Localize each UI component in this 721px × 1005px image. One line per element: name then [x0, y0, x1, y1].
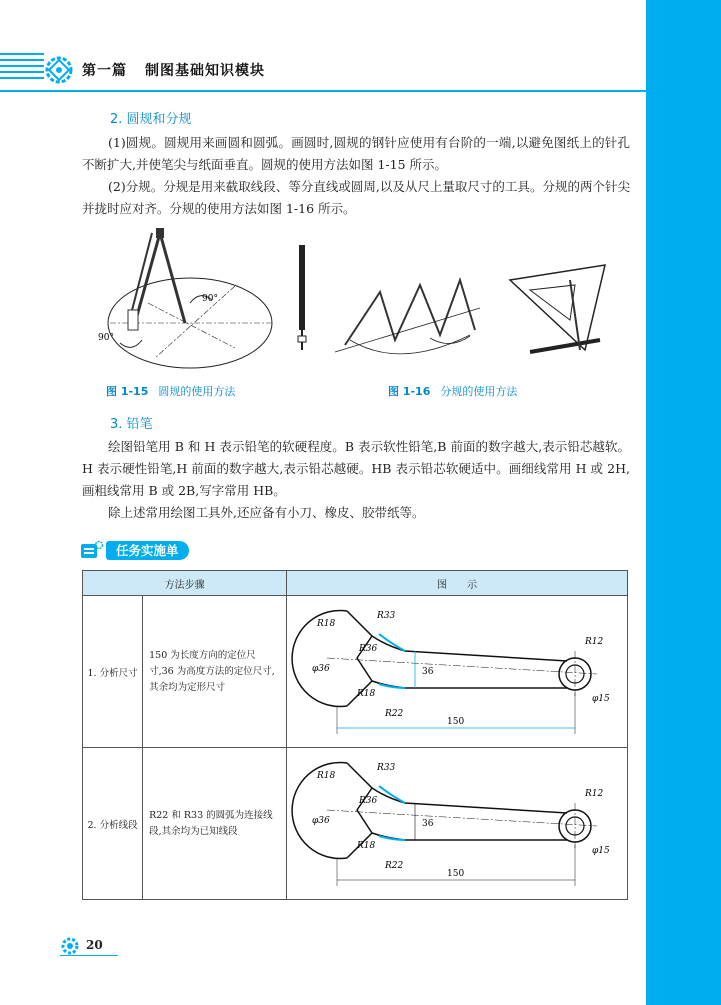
page-number: 20 [86, 938, 103, 952]
angle-label-2: 90° [98, 333, 114, 343]
dim-r33: R33 [377, 763, 396, 773]
gear-icon [60, 936, 80, 956]
footer-rule [60, 955, 118, 956]
header-module-title: 制图基础知识模块 [145, 63, 265, 79]
clipboard-gear-icon [80, 540, 104, 560]
header-figure: 图 示 [287, 571, 628, 596]
heading-pencil: 3. 铅笔 [110, 417, 153, 432]
fig-divider-drawing [290, 240, 620, 375]
caption-fig16-num: 图 1-16 [388, 385, 431, 398]
table-row [83, 748, 628, 900]
desc-cell: R22 和 R33 的圆弧为连接线段,其余均为已知线段 [143, 748, 287, 900]
para-divider: (2)分规。分规是用来截取线段、等分直线或圆周,以及从尺上量取尺寸的工具。分规的两个针尖并拢时应对齐。分规的使用方法如图 1-16 所示。 [82, 179, 630, 216]
header-title [82, 60, 265, 80]
dim-r22: R22 [385, 709, 404, 719]
table-header-row [83, 571, 628, 596]
heading-compass: 2. 圆规和分规 [110, 112, 192, 127]
figure-cell [287, 748, 628, 900]
dim-r12: R12 [585, 789, 604, 799]
wrench-segment-drawing [287, 748, 625, 896]
desc-cell: 150 为长度方向的定位尺寸,36 为高度方法的定位尺寸,其余均为定形尺寸 [143, 596, 287, 748]
dim-r18-a: R18 [317, 619, 336, 629]
step-cell: 2. 分析线段 [83, 748, 143, 900]
dim-len150: 150 [447, 717, 465, 727]
dim-r36: R36 [359, 796, 378, 806]
dim-r18-b: R18 [357, 689, 376, 699]
header-method: 方法步骤 [83, 571, 287, 596]
task-label: 任务实施单 [106, 541, 189, 560]
side-color-band [646, 0, 721, 1005]
dim-r36: R36 [359, 644, 378, 654]
para-other-tools: 除上述常用绘图工具外,还应备有小刀、橡皮、胶带纸等。 [108, 505, 425, 520]
task-banner [80, 540, 200, 562]
dim-r18-b: R18 [357, 841, 376, 851]
caption-fig15 [106, 383, 235, 399]
header-rule [0, 90, 646, 92]
dim-len150: 150 [447, 869, 465, 879]
para-pencil: 绘图铅笔用 B 和 H 表示铅笔的软硬程度。B 表示软性铅笔,B 前面的数字越大,表示铅芯越软。H 表示硬性铅笔,H 前面的数字越大,表示铅芯越硬。HB 表示铅芯软硬适中。画细线常用 H 或 2H,画粗线常用 B 或 2B,写字常用 HB。 [82, 439, 630, 498]
dim-h36: 36 [422, 667, 434, 677]
step-cell: 1. 分析尺寸 [83, 596, 143, 748]
caption-fig16-title: 分规的使用方法 [440, 385, 518, 398]
caption-fig16 [388, 383, 517, 399]
dim-r33: R33 [377, 611, 396, 621]
dim-r18-a: R18 [317, 771, 336, 781]
dim-d36: φ36 [312, 816, 330, 826]
dim-r12: R12 [585, 637, 604, 647]
caption-fig15-title: 圆规的使用方法 [158, 385, 236, 398]
dim-r22: R22 [385, 861, 404, 871]
caption-fig15-num: 图 1-15 [106, 385, 149, 398]
para-compass: (1)圆规。圆规用来画圆和圆弧。画圆时,圆规的钢针应使用有台阶的一端,以避免图纸上的针孔不断扩大,并使笔尖与纸面垂直。圆规的使用方法如图 1-15 所示。 [82, 135, 630, 172]
task-table [82, 570, 628, 900]
table-row [83, 596, 628, 748]
gear-logo-icon [44, 52, 74, 88]
fig-compass-drawing [90, 228, 275, 378]
header-part: 第一篇 [82, 63, 127, 79]
figure-cell [287, 596, 628, 748]
dim-h36: 36 [422, 819, 434, 829]
dim-d36: φ36 [312, 664, 330, 674]
dim-d15: φ15 [592, 694, 610, 704]
wrench-dimension-drawing [287, 596, 625, 744]
angle-label-1: 90° [202, 294, 218, 304]
dim-d15: φ15 [592, 846, 610, 856]
header-decor-lines [0, 53, 44, 87]
